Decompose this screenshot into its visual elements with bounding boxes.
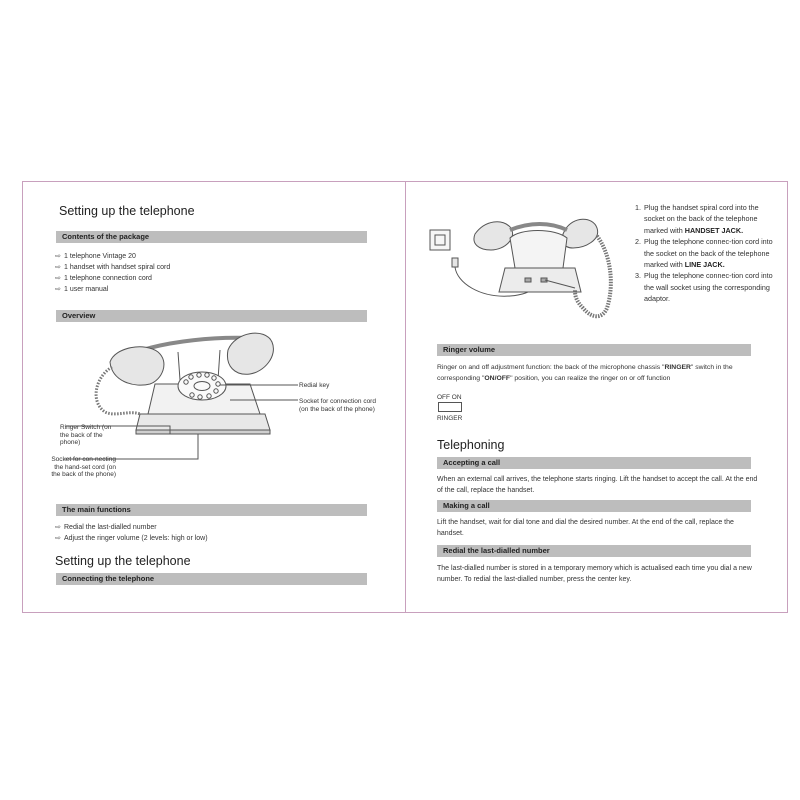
section-title: Setting up the telephone (55, 554, 191, 568)
list-item: ⇨ 1 telephone Vintage 20 (55, 253, 136, 260)
main-functions-list (55, 522, 208, 544)
ringer-switch-icon (438, 402, 462, 412)
bullet-icon: ⇨ (55, 535, 61, 542)
step-item: 3. Plug the telephone connec-tion cord into the wall socket using the corresponding adaptor. (635, 271, 773, 304)
connecting-heading: Connecting the telephone (56, 573, 367, 585)
bullet-icon: ⇨ (55, 264, 61, 271)
list-item: ⇨ 1 user manual (55, 286, 109, 293)
accepting-heading: Accepting a call (437, 457, 751, 469)
bullet-icon: ⇨ (55, 286, 61, 293)
socket-connection-label: Socket for connection cord (on the back of the phone) (299, 398, 376, 413)
contents-list (55, 251, 170, 295)
telephoning-title: Telephoning (437, 438, 505, 452)
step-item: 2. Plug the telephone connec-tion cord into the socket on the back of the telephone marked with LINE JACK. (635, 237, 773, 270)
list-item: ⇨ Redial the last-dialled number (55, 524, 157, 531)
switch-on-off-label: OFF ON (437, 394, 462, 401)
bullet-icon: ⇨ (55, 524, 61, 531)
redial-heading: Redial the last-dialled number (437, 545, 751, 557)
overview-heading: Overview (56, 310, 367, 322)
list-item: ⇨ Adjust the ringer volume (2 levels: high or low) (55, 535, 208, 542)
page-fold-line (405, 181, 406, 613)
connection-illustration (425, 208, 625, 333)
switch-ringer-label: RINGER (437, 415, 463, 422)
list-item: ⇨ 1 handset with handset spiral cord (55, 264, 171, 271)
ringer-text: Ringer on and off adjustment function: the back of the microphone chassis "RINGER" switch in the corresponding "ON/OFF" position, you can realize the ringer on or off function (437, 364, 733, 382)
ringer-switch-label: Ringer Switch (on the back of the phone) (60, 424, 112, 446)
bullet-icon: ⇨ (55, 275, 61, 282)
making-heading: Making a call (437, 500, 751, 512)
page-title: Setting up the telephone (59, 204, 195, 218)
bullet-icon: ⇨ (55, 253, 61, 260)
socket-handset-label: Socket for con-necting the hand-set cord (on the back of the phone) (51, 456, 116, 478)
making-text: Lift the handset, wait for dial tone and dial the desired number. At the end of the call, replace the handset. (437, 519, 734, 537)
ringer-heading: Ringer volume (437, 344, 751, 356)
main-functions-heading: The main functions (56, 504, 367, 516)
list-item: ⇨ 1 telephone connection cord (55, 275, 152, 282)
step-item: 1. Plug the handset spiral cord into the socket on the back of the telephone marked with HANDSET JACK. (635, 203, 759, 235)
connection-steps (635, 202, 780, 305)
redial-text: The last-dialled number is stored in a temporary memory which is actualised each time you dial a new number. To redial the last-dialled number, press the center key. (437, 565, 752, 583)
accepting-text: When an external call arrives, the telephone starts ringing. Lift the handset to accept the call. At the end of the call, replace the handset. (437, 476, 758, 494)
redial-key-label: Redial key (299, 382, 330, 389)
contents-heading: Contents of the package (56, 231, 367, 243)
